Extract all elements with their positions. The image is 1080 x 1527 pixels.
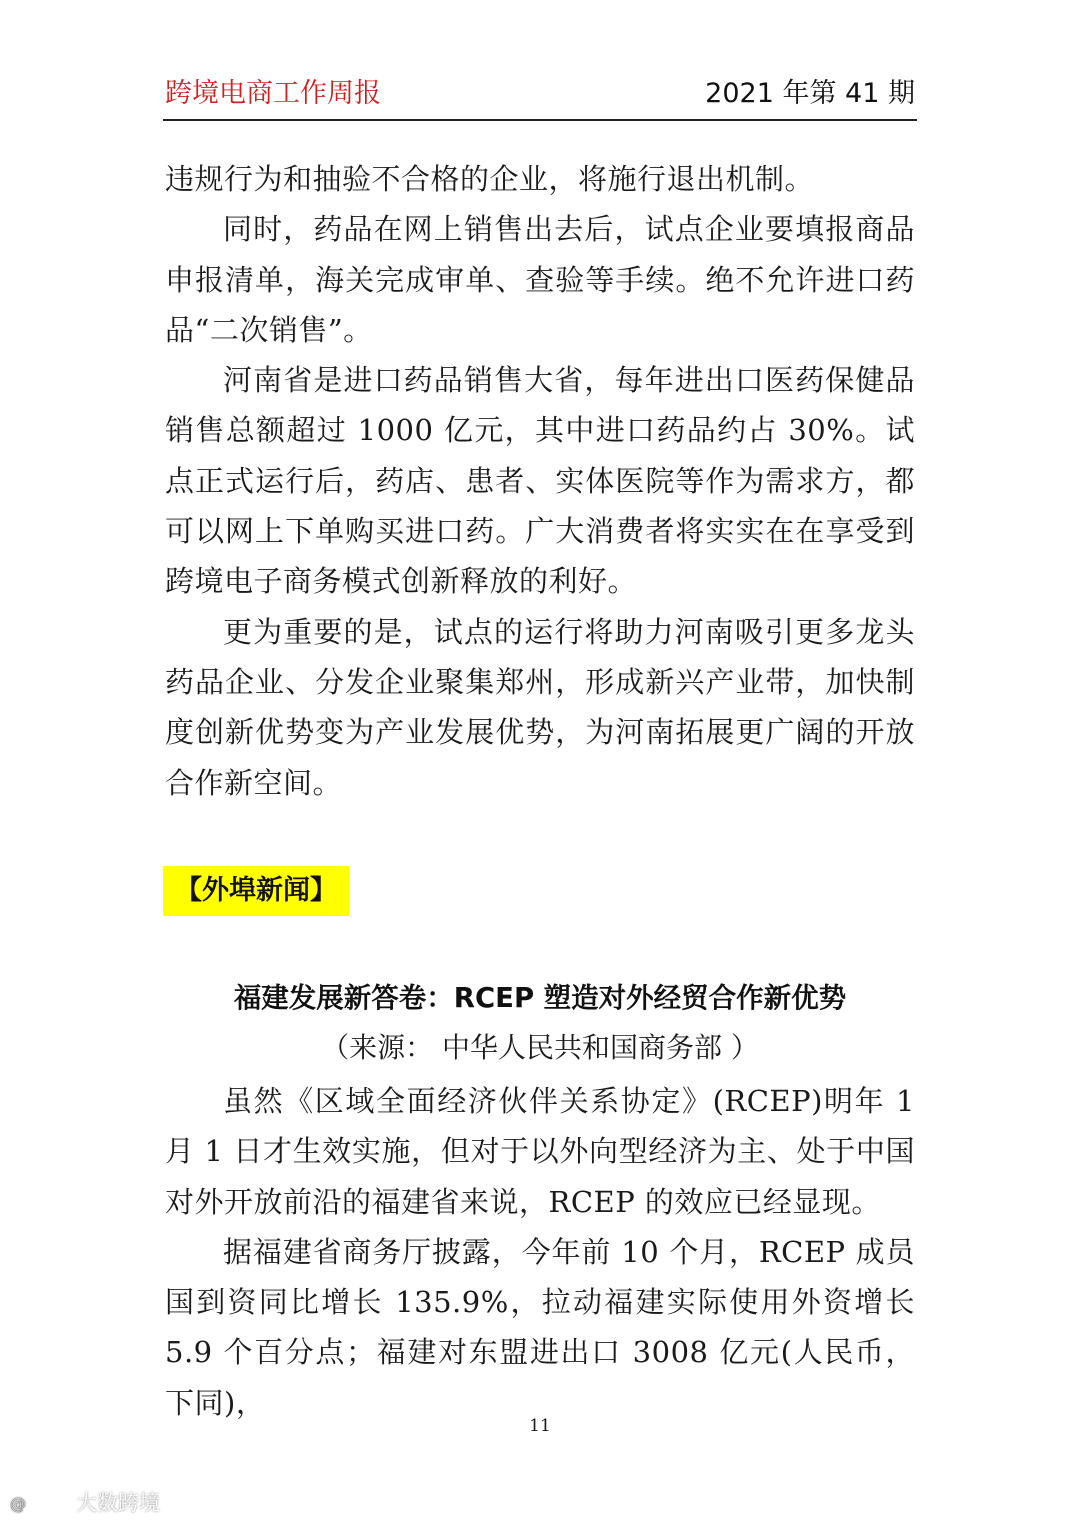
svg-text:@: @ — [10, 1494, 26, 1513]
page-header — [165, 74, 915, 114]
article-source: （来源： 中华人民共和国商务部 ） — [321, 1031, 759, 1064]
weibo-logo-icon — [10, 1489, 70, 1515]
page-number: 11 — [529, 1416, 551, 1436]
paragraph: 违规行为和抽验不合格的企业，将施行退出机制。 — [165, 162, 815, 196]
issue-number: 2021 年第 41 期 — [705, 78, 915, 109]
paragraph: 同时，药品在网上销售出去后，试点企业要填报商品申报清单，海关完成审单、查验等手续。绝不允许进口药品“二次销售”。 — [165, 212, 915, 347]
paragraph: 虽然《区域全面经济伙伴关系协定》(RCEP)明年 1 月 1 日才生效实施，但对于以外向型经济为主、处于中国对外开放前沿的福建省来说，RCEP 的效应已经显现。 — [165, 1084, 915, 1219]
article-title: 福建发展新答卷：RCEP 塑造对外经贸合作新优势 — [233, 982, 847, 1014]
watermark — [10, 1487, 160, 1517]
paragraph: 据福建省商务厅披露，今年前 10 个月，RCEP 成员国到资同比增长 135.9%，拉动福建实际使用外资增长 5.9 个百分点；福建对东盟进出口 3008 亿元(人民币，下同)， — [165, 1234, 915, 1420]
intro-text — [165, 154, 915, 808]
paragraph: 河南省是进口药品销售大省，每年进出口医药保健品销售总额超过 1000 亿元，其中进口药品约占 30%。试点正式运行后，药店、患者、实体医院等作为需求方，都可以网上下单购买进口药。广大消费者将实实在在享受到跨境电子商务模式创新释放的利好。 — [165, 363, 915, 599]
watermark-text: 大数跨境 — [76, 1491, 160, 1515]
paragraph: 更为重要的是，试点的运行将助力河南吸引更多龙头药品企业、分发企业聚集郑州，形成新兴产业带，加快制度创新优势变为产业发展优势，为河南拓展更广阔的开放合作新空间。 — [165, 614, 915, 800]
header-divider — [163, 119, 917, 121]
section-tag: 【外埠新闻】 — [163, 866, 349, 916]
publication-title: 跨境电商工作周报 — [165, 78, 381, 109]
article-body — [165, 1076, 915, 1428]
